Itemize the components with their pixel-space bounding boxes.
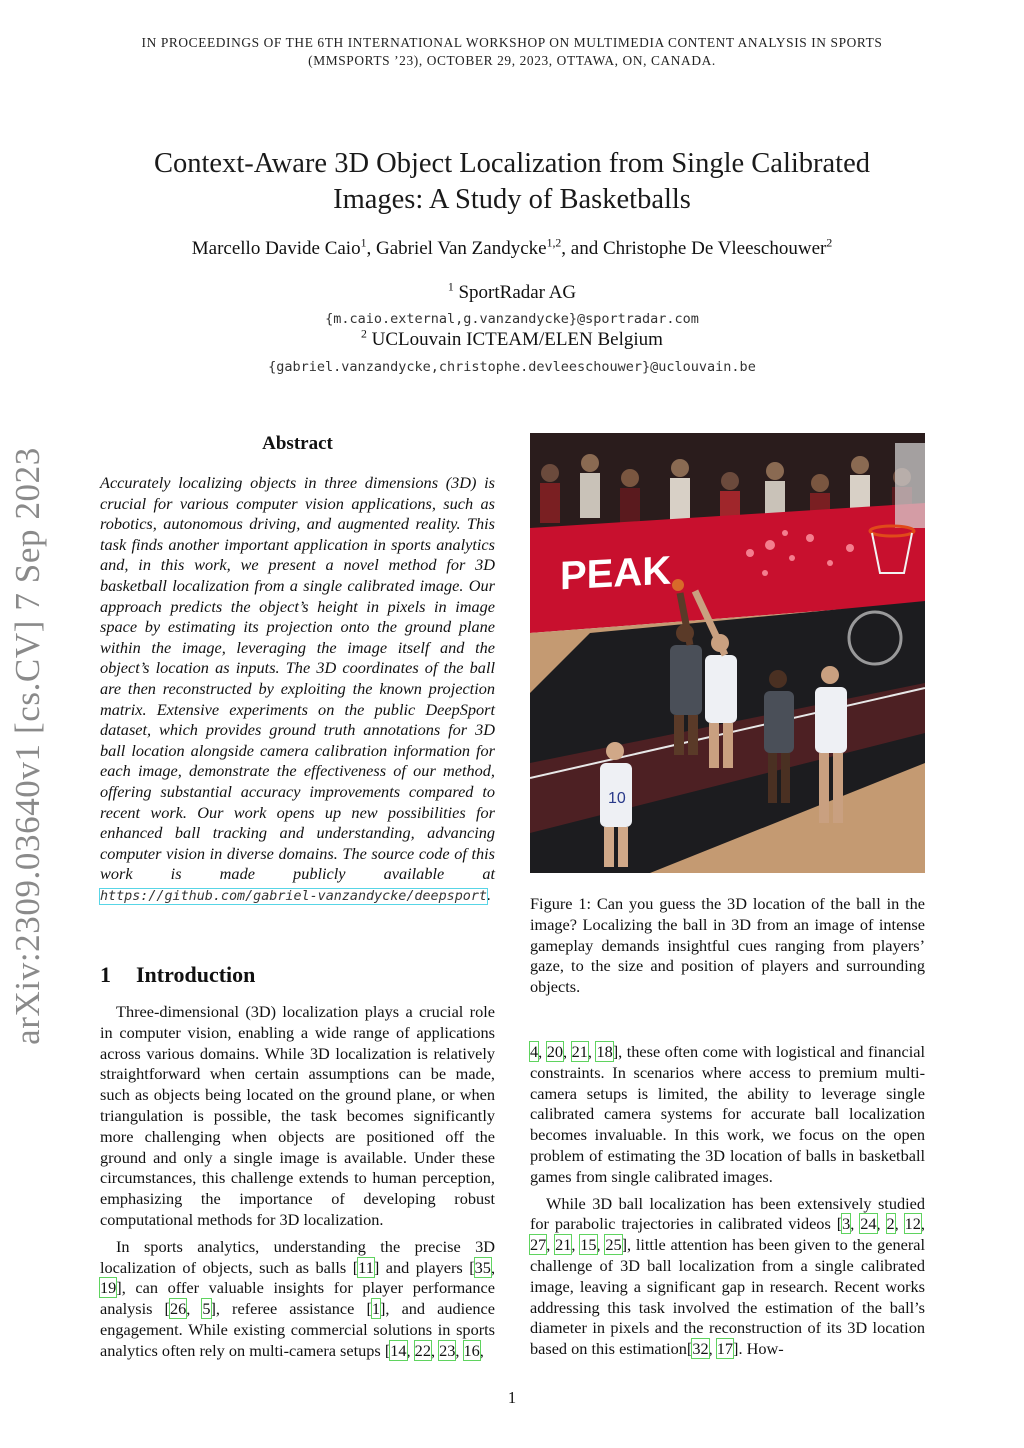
citation-link[interactable]: 23 [439, 1340, 456, 1360]
author-list [60, 238, 964, 260]
abstract-text: Accurately localizing objects in three dimensions (3D) is crucial for various computer vision applications, such as robotics, autonomous driving, and augmented reality. This task finds another important application in sports analytics and, in this work, we present a novel method for 3D basketball localization from a single calibrated image. Our approach predicts the object’s height in pixels in image space by estimating its projection onto the ground plane within the image, leveraging the image itself and the object’s location as inputs. The 3D coordinates of the ball are then reconstructed by exploiting the known projection matrix. Extensive experiments on the public DeepSport dataset, which provides ground truth annotations for 3D ball location alongside camera calibration information for each image, demonstrate the effectiveness of our method, offering substantial accuracy improvements compared to recent work. Our work opens up new possibilities for enhanced ball tracking and understanding, advancing computer vision in diverse domains. The source code of this work is made publicly available at [100, 473, 495, 884]
header-line-2: (MMSPORTS ’23), OCTOBER 29, 2023, OTTAWA, ON, CANADA. [308, 53, 716, 68]
email-2: {gabriel.vanzandycke,christophe.devleeschouwer}@uclouvain.be [268, 359, 756, 375]
citation-link[interactable]: 24 [860, 1214, 877, 1234]
banner-brand-text: PEAK [560, 548, 672, 599]
citation-link[interactable]: 5 [202, 1299, 211, 1319]
section-heading-introduction [100, 962, 255, 988]
citation-link[interactable]: 21 [555, 1235, 572, 1255]
right-p2-part-b: ], little attention has been given to the general challenge of 3D ball localization from a single calibrated image, leaving a significant gap in research. Recent works addressing this task involved the estimation of the ball’s diameter in pixels and the reconstruction of its 3D location based on this estimation[ [530, 1235, 926, 1359]
citation-link[interactable]: 11 [358, 1257, 374, 1277]
intro-paragraph-1: Three-dimensional (3D) localization plays a crucial role in computer vision, enabling a wide range of applications across various domains. While 3D localization is relatively straightforward when certain assumptions can be made, such as objects being located on the ground plane, or when triangulation is possible, the task becomes significantly more challenging when objects are positioned off the ground and only a single image is available. Under these circumstances, this challenge extends to human perception, emphasizing the importance of developing robust computational methods for 3D localization. [100, 1002, 495, 1229]
intro-paragraph-2: In sports analytics, understanding the precise 3D localization of objects, such as balls [11] and players [35, 19], can offer valuable insights for player performance analysis [26, 5], referee assistance [1], and audience engagement. While existing commercial solutions in sports analytics often rely on multi-camera setups [14, 22, 23, 16, [100, 1236, 496, 1360]
right-column-body [530, 1042, 925, 1366]
author-1: Marcello Davide Caio [191, 238, 361, 259]
figure-1-caption: Figure 1: Can you guess the 3D location of the ball in the image? Localizing the ball in 3D from an image of intense gameplay demands insightful cues ranging from players’ gaze, to the size and position of players and surrounding objects. [530, 894, 925, 997]
affiliation-2-sup: 2 [361, 327, 367, 341]
running-header [0, 34, 1024, 70]
affiliation-1 [60, 282, 964, 304]
citation-link[interactable]: 21 [571, 1042, 588, 1061]
affiliation-2 [60, 329, 964, 351]
basketball-scene-illustration [530, 433, 925, 873]
section-title: Introduction [136, 962, 256, 987]
right-p2-part-c: ]. How- [733, 1339, 784, 1359]
right-p1-text: ], these often come with logistical and financial constraints. In scenarios where access to premium multi-camera setups is limited, the ability to leverage single calibrated camera systems for accurate ball localization becomes invaluable. In this work, we focus on the open problem of estimating the 3D location of balls in basketball games from single calibrated images. [530, 1042, 925, 1186]
citation-link[interactable]: 15 [580, 1235, 597, 1255]
right-paragraph-1: 4, 20, 21, 18], these often come with logistical and financial constraints. In scenarios where access to premium multi-camera setups is limited, the ability to leverage single calibrated camera systems for accurate ball localization becomes invaluable. In this work, we focus on the open problem of estimating the 3D location of balls in basketball games from single calibrated images. [530, 1042, 925, 1186]
citation-link[interactable]: 16 [463, 1340, 480, 1360]
abstract-body [100, 473, 495, 907]
citation-link[interactable]: 18 [596, 1042, 613, 1061]
title-line-2: Images: A Study of Basketballs [333, 184, 691, 215]
right-paragraph-2: While 3D ball localization has been extensively studied for parabolic trajectories in calibrated videos [3, 24, 2, 12, 27, 21, 15, 25], little attention has been given to the general challenge of 3D ball localization from a single calibrated image, leaving a significant gap in research. Recent works addressing this task involved the estimation of the ball’s diameter in pixels and the reconstruction of its 3D location based on this estimation[32, 17]. How- [530, 1193, 926, 1359]
jersey-number-10: 10 [608, 790, 626, 807]
backboard [895, 443, 925, 528]
paper-title [80, 146, 944, 218]
citation-link[interactable]: 12 [904, 1214, 921, 1234]
author-3-sup: 2 [826, 236, 833, 250]
author-3: , and Christophe De Vleeschouwer [561, 238, 827, 259]
title-line-1: Context-Aware 3D Object Localization from Single Calibrated [154, 148, 870, 179]
author-2: , Gabriel Van Zandycke [366, 238, 547, 259]
citation-link[interactable]: 3 [842, 1214, 851, 1234]
right-p2-part-a: While 3D ball localization has been extensively studied for parabolic trajectories in calibrated videos [ [530, 1193, 925, 1234]
left-column-body [100, 1002, 495, 1368]
citation-link[interactable]: 2 [886, 1214, 895, 1234]
citation-link[interactable]: 14 [390, 1340, 407, 1360]
citation-link[interactable]: 20 [546, 1042, 563, 1061]
citation-link[interactable]: 1 [371, 1299, 381, 1319]
intro-p2-part-c: ], can offer valuable insights for player performance analysis [ [100, 1278, 495, 1319]
intro-p2-part-d: ], referee assistance [ [210, 1299, 372, 1319]
abstract-end: . [486, 884, 492, 904]
intro-p2-part-a: In sports analytics, understanding the precise 3D localization of objects, such as balls [ [100, 1236, 495, 1277]
intro-p2-part-f: , [479, 1340, 484, 1360]
intro-p2-part-e: ], and audience engagement. While existing commercial solutions in sports analytics often rely on multi-camera setups [ [100, 1299, 495, 1360]
author-2-sup: 1,2 [546, 236, 562, 250]
citation-link[interactable]: 25 [605, 1235, 622, 1255]
source-code-link[interactable]: https://github.com/gabriel-vanzandycke/deepsport [100, 888, 487, 904]
citation-link[interactable]: 32 [692, 1339, 709, 1359]
citation-link[interactable]: 17 [716, 1339, 734, 1359]
citation-link[interactable]: 4 [530, 1042, 539, 1061]
citation-link[interactable]: 19 [100, 1278, 117, 1298]
author-1-sup: 1 [360, 236, 367, 250]
citation-link[interactable]: 22 [414, 1340, 431, 1360]
email-1: {m.caio.external,g.vanzandycke}@sportradar.com [325, 311, 699, 327]
figure-1-image [530, 433, 925, 873]
section-number: 1 [100, 962, 111, 987]
affiliation-2-name: UCLouvain ICTEAM/ELEN Belgium [371, 329, 663, 350]
intro-p2-part-b: ] and players [ [373, 1257, 475, 1277]
basketball [672, 579, 684, 591]
citation-link[interactable]: 26 [169, 1299, 187, 1319]
affiliation-1-name: SportRadar AG [458, 282, 577, 303]
affiliation-1-sup: 1 [447, 280, 454, 294]
abstract-heading: Abstract [262, 433, 333, 454]
page-number: 1 [507, 1388, 517, 1407]
arxiv-identifier-stamp: arXiv:2309.03640v1 [cs.CV] 7 Sep 2023 [8, 447, 47, 1045]
header-line-1: IN PROCEEDINGS OF THE 6TH INTERNATIONAL WORKSHOP ON MULTIMEDIA CONTENT ANALYSIS IN SPORTS [141, 35, 883, 50]
citation-link[interactable]: 27 [530, 1235, 547, 1255]
citation-link[interactable]: 35 [474, 1257, 491, 1277]
